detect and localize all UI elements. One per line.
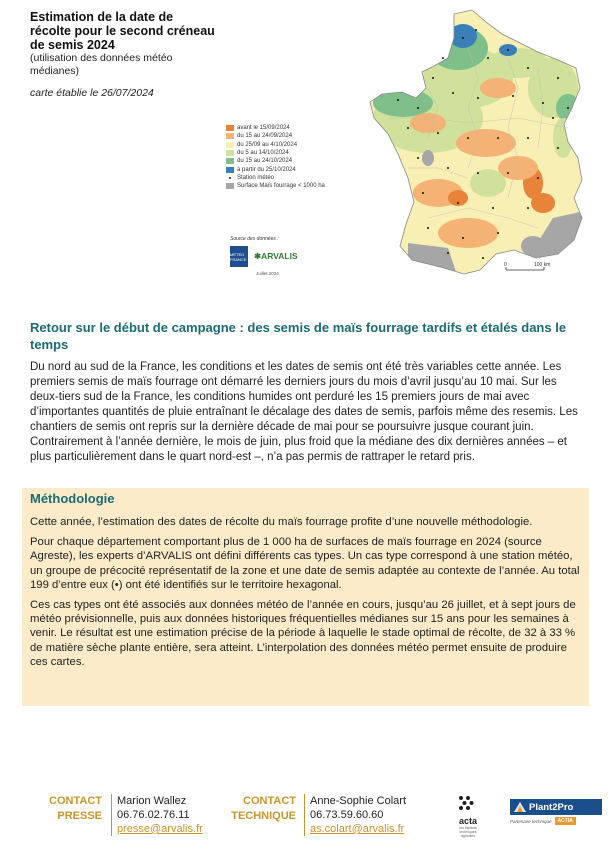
press-label-line2: PRESSE: [57, 810, 102, 822]
legend-label: avant le 15/09/2024: [237, 125, 290, 132]
arvalis-logo-text: ARVALIS: [261, 251, 298, 261]
source-logos: [230, 246, 320, 267]
tech-phone: 06.73.59.60.60: [310, 809, 384, 821]
press-label-line1: CONTACT: [49, 795, 102, 807]
scale-zero: 0: [504, 262, 507, 268]
meteo-france-logo: [230, 246, 248, 267]
plant2pro-logo: [510, 799, 602, 835]
legend-swatch: [226, 133, 234, 139]
tech-contact-label: [226, 794, 296, 824]
legend-item: [226, 165, 376, 173]
map-subtitle: (utilisation des données météo médianes): [30, 52, 173, 77]
methodology-box: [22, 488, 589, 706]
tech-name: Anne-Sophie Colart: [310, 795, 407, 807]
section-heading: Retour sur le début de campagne : des semis de maïs fourrage tardifs et étalés dans le temps: [30, 320, 567, 352]
tech-contact-info: [310, 794, 406, 836]
france-map: [368, 8, 598, 308]
plant2pro-text: Plant2Pro: [529, 801, 574, 813]
acta-word: acta: [458, 816, 477, 826]
legend-swatch: [226, 158, 234, 164]
map-date: carte établie le 26/07/2024: [30, 87, 154, 99]
press-contact-info: [117, 794, 203, 836]
map-fill: [368, 8, 598, 308]
map-legend: [226, 124, 376, 190]
source-date: Juillet 2024: [256, 271, 279, 276]
methodology-heading: Méthodologie: [30, 491, 115, 506]
legend-swatch: [226, 167, 234, 173]
tech-label-line1: CONTACT: [243, 795, 296, 807]
meteo-logo-text: MÉTÉO FRANCE: [230, 251, 247, 262]
divider: [304, 794, 305, 836]
contacts-footer: [0, 790, 613, 844]
plant2pro-box: [510, 799, 602, 815]
legend-label: Surface Maïs fourrage < 1000 ha: [237, 183, 325, 190]
title-block: [30, 10, 215, 99]
legend-swatch: [226, 150, 234, 156]
methodology-paragraph: Ces cas types ont été associés aux données météo de l’année en cours, jusqu’au 26 juillet, et à sept jours de météo prévisionnelle, puis aux données historiques fréquentielles médianes sur 15 ans pour les semaines à venir. Le résultat est une estimation précise de la période à laquelle le stade optimal de récolte, de 32 à 33 % de matière sèche plante entière, sera atteint. L’interpolation des données météo permet ensuite de produire ces cartes.: [30, 599, 576, 668]
actia-badge: ACTIA: [555, 817, 576, 825]
legend-item: [226, 124, 376, 132]
legend-label: à partir du 25/10/2024: [237, 166, 296, 173]
divider: [111, 794, 112, 836]
plant2pro-partner-text: Partenaire technique: [510, 818, 552, 824]
data-source: [230, 236, 320, 276]
press-phone: 06.76.02.76.11: [117, 809, 190, 821]
source-label: Source des données :: [230, 236, 279, 242]
legend-item-surface: [226, 182, 376, 190]
station-dot-icon: [226, 175, 234, 181]
scale-bar: [504, 262, 550, 270]
arvalis-logo: ✱ARVALIS: [254, 251, 298, 261]
acta-dots-icon: [457, 795, 479, 811]
press-contact-label: [40, 794, 102, 824]
legend-label: du 15 au 24/09/2024: [237, 133, 293, 140]
legend-item: [226, 157, 376, 165]
tech-label-line2: TECHNIQUE: [231, 810, 296, 822]
legend-label: Station météo: [237, 174, 275, 181]
intro-paragraph: Du nord au sud de la France, les conditions et les dates de semis ont été très variables cette année. Les premiers semis de maïs fourrage ont démarré les derniers jours du mois d’avril jusqu’au 10 mai. Sur les deux-tiers sud de la France, les conditions humides ont perduré les 15 premiers jours de mai avec d’importantes quantités de pluie entraînant le décalage des dates de semis, parfois même des resemis. Les chantiers de semis ont repris sur la dernière décade de mai pour se poursuivre jusque courant juin. Contrairement à l’année dernière, le mois de juin, plus froid que la médiane des dix dernières années – et plus particulièrement dans le quart nord-est –, n’a pas permis de rattraper le retard pris.: [30, 361, 578, 463]
legend-item: [226, 149, 376, 157]
legend-item: [226, 141, 376, 149]
acta-logo: [455, 795, 481, 838]
legend-swatch: [226, 142, 234, 148]
legend-swatch: [226, 183, 234, 189]
legend-item: [226, 132, 376, 140]
press-name: Marion Wallez: [117, 795, 187, 807]
plant2pro-leaf-icon: [513, 801, 527, 813]
methodology-paragraph: Cette année, l’estimation des dates de récolte du maïs fourrage profite d’une nouvelle méthodologie.: [30, 516, 533, 528]
legend-label: du 5 au 14/10/2024: [237, 150, 289, 157]
legend-swatch: [226, 125, 234, 131]
legend-label: du 15 au 24/10/2024: [237, 158, 293, 165]
map-title: Estimation de la date de récolte pour le second créneau de semis 2024: [30, 10, 215, 52]
header-area: [0, 0, 613, 310]
legend-label: du 25/09 au 4/10/2024: [237, 141, 298, 148]
acta-sub: les instituts techniques agricoles: [459, 826, 477, 838]
methodology-paragraph: Pour chaque département comportant plus de 1 000 ha de surfaces de maïs fourrage en 2024 (source Agreste), les experts d’ARVALIS ont défini différents cas types. Un cas type correspond à une station météo, un groupe de précocité représentatif de la zone et une date de semis adaptée au contexte de l’année. Au total 199 d’entre eux (•) ont été identifiés sur le territoire hexagonal.: [30, 536, 580, 591]
legend-item-station: [226, 174, 376, 182]
scale-label: 100 km: [534, 262, 551, 268]
press-email-link[interactable]: presse@arvalis.fr: [117, 823, 203, 835]
tech-email-link[interactable]: as.colart@arvalis.fr: [310, 823, 405, 835]
plant2pro-partner: [510, 817, 602, 825]
